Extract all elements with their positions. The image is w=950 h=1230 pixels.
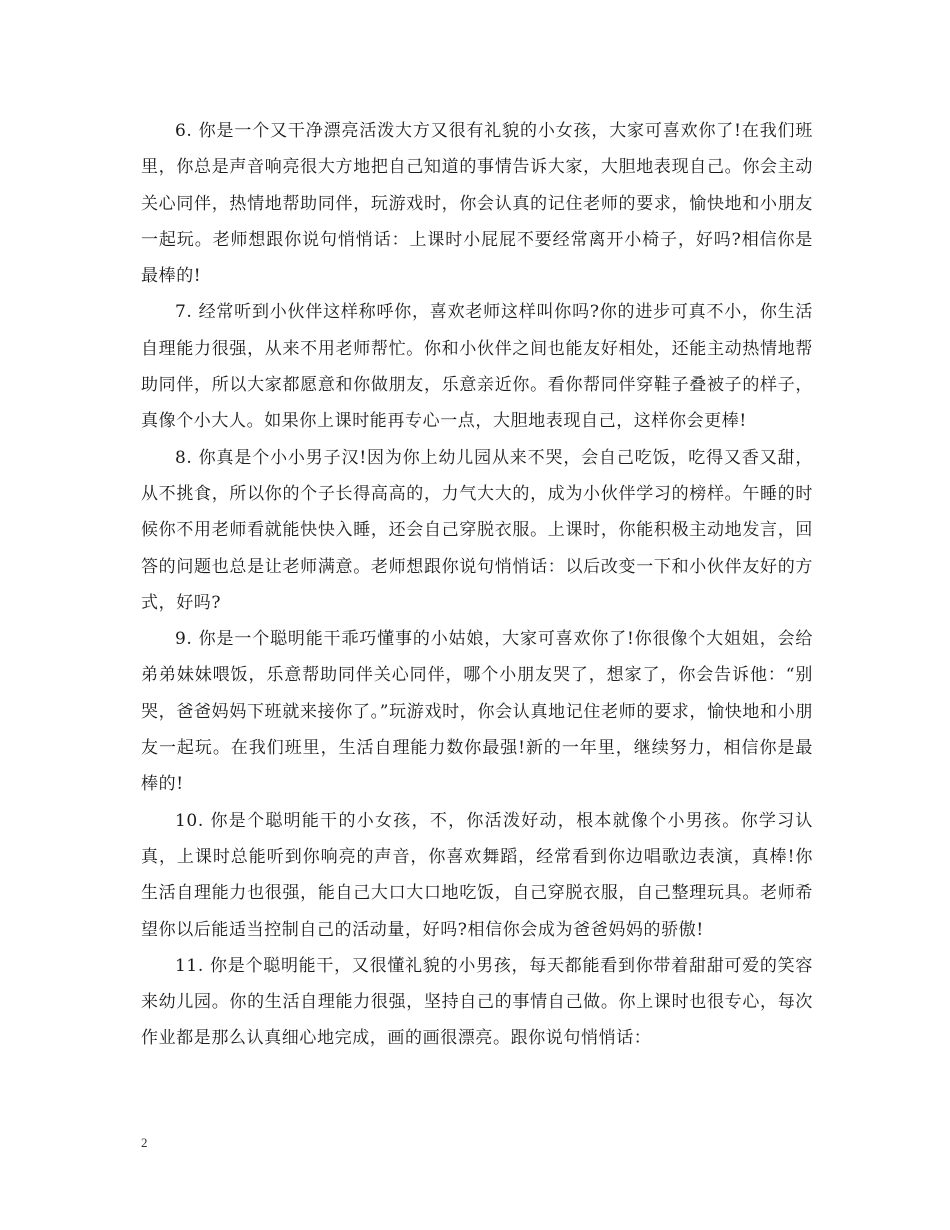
- paragraph-6: 6. 你是一个又干净漂亮活泼大方又很有礼貌的小女孩，大家可喜欢你了!在我们班里，你总是声音响亮很大方地把自己知道的事情告诉大家，大胆地表现自己。你会主动关心同伴，热情地帮助同伴，玩游戏时，你会认真的记住老师的要求，愉快地和小朋友一起玩。老师想跟你说句悄悄话：上课时小屁屁不要经常离开小椅子，好吗?相信你是最棒的!: [141, 121, 813, 287]
- page-number: 2: [141, 1135, 148, 1150]
- paragraph-11: 11. 你是个聪明能干，又很懂礼貌的小男孩，每天都能看到你带着甜甜可爱的笑容来幼儿园。你的生活自理能力很强，坚持自己的事情自己做。你上课时也很专心，每次作业都是那么认真细心地完成，画的画很漂亮。跟你说句悄悄话：: [141, 955, 813, 1049]
- paragraph-10: 10. 你是个聪明能干的小女孩，不，你活泼好动，根本就像个小男孩。你学习认真，上课时总能听到你响亮的声音，你喜欢舞蹈，经常看到你边唱歌边表演，真棒!你生活自理能力也很强，能自己大口大口地吃饭，自己穿脱衣服，自己整理玩具。老师希望你以后能适当控制自己的活动量，好吗?相信你会成为爸爸妈妈的骄傲!: [141, 810, 813, 940]
- paragraph-9: 9. 你是一个聪明能干乖巧懂事的小姑娘，大家可喜欢你了!你很像个大姐姐，会给弟弟妹妹喂饭，乐意帮助同伴关心同伴，哪个小朋友哭了，想家了，你会告诉他：“别哭，爸爸妈妈下班就来接你了。”玩游戏时，你会认真地记住老师的要求，愉快地和小朋友一起玩。在我们班里，生活自理能力数你最强!新的一年里，继续努力，相信你是最棒的!: [141, 629, 813, 795]
- paragraph-7: 7. 经常听到小伙伴这样称呼你，喜欢老师这样叫你吗?你的进步可真不小，你生活自理能力很强，从来不用老师帮忙。你和小伙伴之间也能友好相处，还能主动热情地帮助同伴，所以大家都愿意和你做朋友，乐意亲近你。看你帮同伴穿鞋子叠被子的样子，真像个小大人。如果你上课时能再专心一点，大胆地表现自己，这样你会更棒!: [141, 302, 813, 432]
- document-body: [141, 113, 813, 1057]
- paragraph-8: 8. 你真是个小小男子汉!因为你上幼儿园从来不哭，会自己吃饭，吃得又香又甜，从不挑食，所以你的个子长得高高的，力气大大的，成为小伙伴学习的榜样。午睡的时候你不用老师看就能快快入睡，还会自己穿脱衣服。上课时，你能积极主动地发言，回答的问题也总是让老师满意。老师想跟你说句悄悄话：以后改变一下和小伙伴友好的方式，好吗?: [141, 447, 813, 613]
